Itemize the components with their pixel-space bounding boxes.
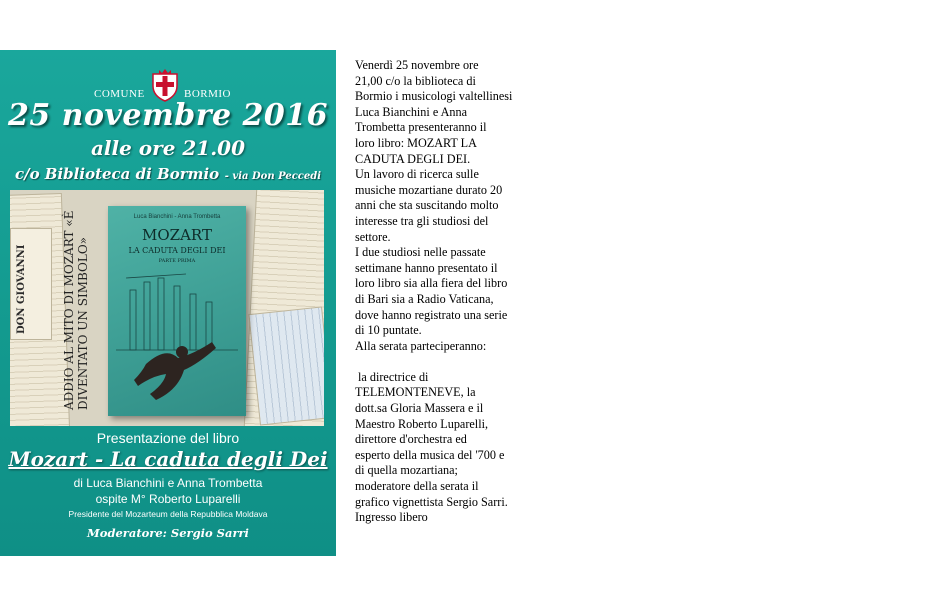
event-date: 25 novembre 2016 <box>7 98 329 133</box>
bormio-crest-icon <box>150 68 180 102</box>
presentation-label: Presentazione del libro <box>96 430 240 446</box>
event-poster <box>0 50 336 556</box>
article-line: interesse tra gli studiosi del <box>355 213 489 228</box>
article-line: I due studiosi nelle passate <box>355 245 486 260</box>
comune-header <box>0 64 336 98</box>
article-line: settimane hanno presentato il <box>355 260 498 275</box>
article-line: Un lavoro di ricerca sulle <box>355 167 479 182</box>
article-line: dove hanno registrato una serie <box>355 307 508 322</box>
paragraph-gap <box>355 354 547 370</box>
article-line: loro libro: MOZART LA <box>355 135 477 150</box>
article-line: esperto della musica del '700 e <box>355 447 505 462</box>
article-line: CADUTA DEGLI DEI. <box>355 151 471 166</box>
comune-label: COMUNE <box>94 88 145 100</box>
article-line: di 10 puntate. <box>355 323 422 338</box>
don-giovanni-label: DON GIOVANNI <box>16 244 27 334</box>
article-line: Maestro Roberto Luparelli, <box>355 416 489 431</box>
article-line: Venerdì 25 novembre ore <box>355 58 479 72</box>
book-cover <box>108 206 246 416</box>
article-line: Luca Bianchini e Anna <box>355 104 468 119</box>
article-line: loro libro sia alla fiera del libro <box>355 276 508 291</box>
article-line: TELEMONTENEVE, la <box>355 385 476 400</box>
article-line: dott.sa Gloria Massera e il <box>355 401 484 416</box>
temple-ruins-illustration <box>116 268 238 408</box>
event-time: alle ore 21.00 <box>90 136 246 160</box>
article-line: 21,00 c/o la biblioteca di <box>355 73 476 88</box>
article-line: grafico vignettista Sergio Sarri. <box>355 494 508 509</box>
newspaper-headline: ADDIO AL MITO DI MOZART «È DIVENTATO UN SIMBOLO» <box>62 210 90 410</box>
guest-role: Presidente del Mozarteum della Repubblica Moldava <box>68 509 268 519</box>
bormio-label: BORMIO <box>184 88 232 100</box>
venue-name: c/o Biblioteca di Bormio <box>14 165 220 183</box>
book-part: PARTE PRIMA <box>158 258 196 264</box>
article-line: anni che sta suscitando molto <box>355 198 499 213</box>
article-line: Ingresso libero <box>355 510 428 525</box>
article-line: settore. <box>355 229 391 244</box>
venue-street: - via Don Peccedi <box>224 171 322 182</box>
book-title: MOZART <box>142 226 212 244</box>
presentation-moderator: Moderatore: Sergio Sarri <box>87 526 249 540</box>
book-photo <box>10 190 324 426</box>
article-line: Bormio i musicologi valtellinesi <box>355 89 513 104</box>
presentation-authors: di Luca Bianchini e Anna Trombetta <box>73 476 263 490</box>
presentation-title: Mozart - La caduta degli Dei <box>8 447 328 471</box>
article-line: di quella mozartiana; <box>355 463 458 478</box>
article-line: di Bari sia a Radio Vaticana, <box>355 291 494 306</box>
article-text <box>355 58 547 526</box>
article-line: Alla serata parteciperanno: <box>355 338 487 353</box>
article-line: la directrice di <box>355 369 429 384</box>
article-line: musiche mozartiane durato 20 <box>355 182 503 197</box>
article-line: Trombetta presenteranno il <box>355 120 487 135</box>
book-subtitle: LA CADUTA DEGLI DEI <box>128 246 226 255</box>
event-venue <box>0 164 336 183</box>
article-line: moderatore della serata il <box>355 479 479 494</box>
article-line: direttore d'orchestra ed <box>355 432 467 447</box>
presentation-guest: ospite M° Roberto Luparelli <box>95 492 241 506</box>
newspaper-right-blue <box>248 306 324 425</box>
book-authors: Luca Bianchini - Anna Trombetta <box>133 214 221 220</box>
